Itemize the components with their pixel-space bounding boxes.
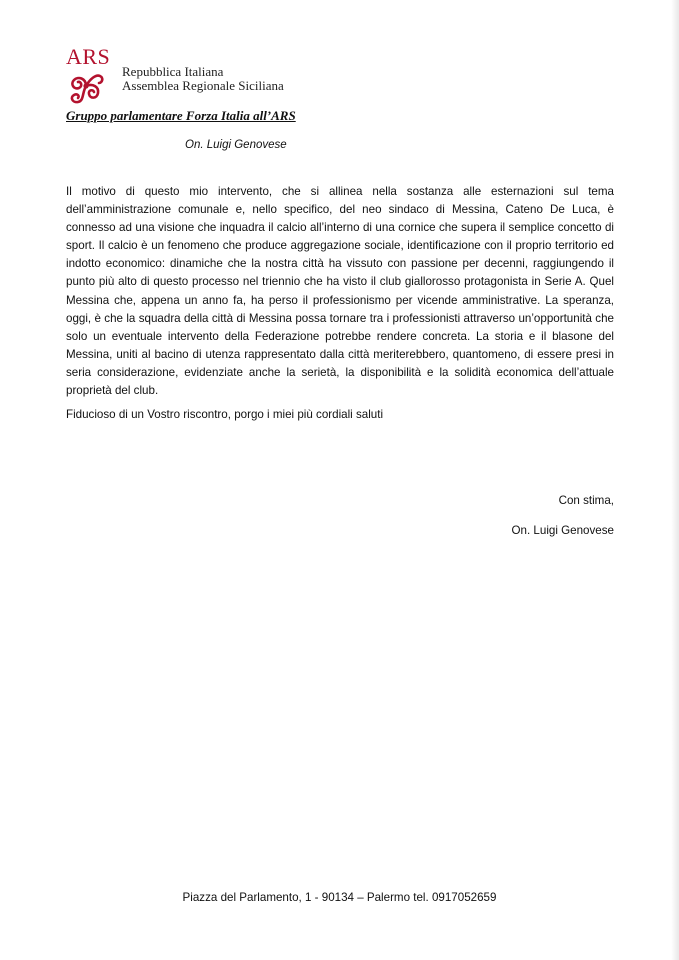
group-title: Gruppo parlamentare Forza Italia all’ARS <box>66 108 296 123</box>
ars-logo-text: ARS <box>66 44 111 69</box>
letterhead <box>66 44 366 104</box>
signature-name: On. Luigi Genovese <box>511 524 614 537</box>
page-edge-shadow <box>671 0 679 960</box>
ars-logo-icon <box>66 68 106 105</box>
letter-body: Il motivo di questo mio intervento, che si allinea nella sostanza alle esternazioni sul tema dell’amministrazione comunale e, nello specifico, del neo sindaco di Messina, Cateno De Luca, è connesso ad una visione che inquadra il calcio all’interno di una cornice che supera il semplice concetto di sport. Il calcio è un fenomeno che produce aggregazione sociale, identificazione con il proprio territorio ed indotto economico: dinamiche che la nostra città ha vissuto con passione per decenni, raggiungendo il punto più alto di questo processo nel triennio che ha visto il club giallorosso protagonista in Serie A. Quel Messina che, appena un anno fa, ha perso il professionismo per vicende amministrative. La speranza, oggi, è che la squadra della città di Messina possa tornare tra i professionisti attraverso un’opportunità che solo un eventuale intervento della Federazione potrebbe rendere concreta. La storia e il blasone del Messina, uniti al bacino di utenza rappresentato dalla città meriterebbero, quantomeno, di essere presi in seria considerazione, evidenziate anche la serietà, la disponibilità e la solidità economica dell’attuale proprietà del club. <box>66 185 614 398</box>
footer-address: Piazza del Parlamento, 1 - 90134 – Palermo tel. 0917052659 <box>182 891 497 904</box>
institution-name <box>122 65 284 93</box>
regards-line: Con stima, <box>558 494 614 507</box>
institution-line-1: Repubblica Italiana <box>122 64 224 79</box>
institution-line-2: Assemblea Regionale Siciliana <box>122 78 284 93</box>
author-heading: On. Luigi Genovese <box>185 139 287 151</box>
closing-line: Fiducioso di un Vostro riscontro, porgo i miei più cordiali saluti <box>66 408 384 421</box>
